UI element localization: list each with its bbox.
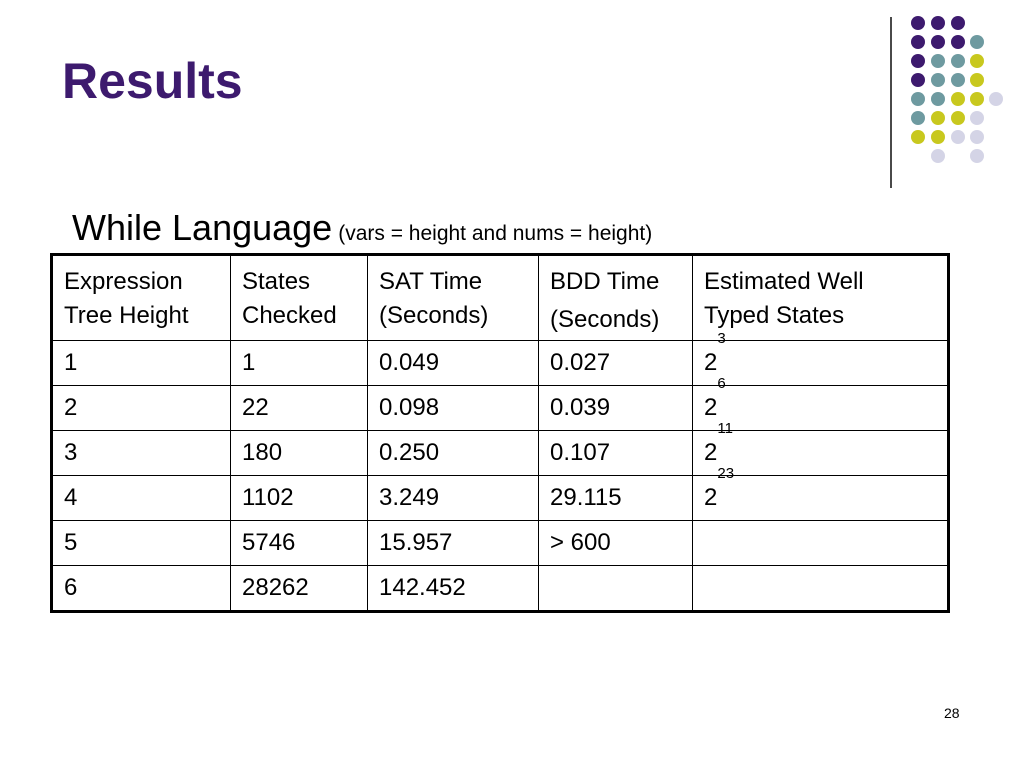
decorative-dot: [931, 35, 945, 49]
decorative-dot: [931, 54, 945, 68]
header-cell: [231, 255, 368, 341]
decorative-dot: [931, 130, 945, 144]
page-number: 28: [944, 705, 960, 721]
header-line: BDD Time: [550, 268, 660, 295]
decorative-dot: [911, 130, 925, 144]
cell-sat-time: 3.249: [368, 476, 539, 521]
header-line: Typed States: [704, 302, 845, 329]
decorative-dot: [951, 92, 965, 106]
estimate-base: 2: [704, 439, 718, 466]
table-row: [52, 521, 949, 566]
cell-bdd-time: 0.107: [539, 431, 693, 476]
decorative-dot: [911, 111, 925, 125]
header-line: (Seconds): [379, 302, 489, 329]
decorative-dot: [970, 111, 984, 125]
estimate-exponent: 3: [717, 330, 726, 347]
cell-states: 1: [231, 341, 368, 386]
estimate-exponent: 11: [717, 420, 733, 437]
decorative-dot: [970, 54, 984, 68]
decorative-dot: [931, 16, 945, 30]
header-cell: [368, 255, 539, 341]
header-line: Estimated Well: [704, 268, 864, 295]
decorative-dot: [951, 130, 965, 144]
cell-sat-time: 0.049: [368, 341, 539, 386]
decorative-dot: [911, 54, 925, 68]
cell-estimated: [693, 330, 949, 386]
decorative-dot: [951, 73, 965, 87]
cell-height: 4: [52, 476, 231, 521]
decorative-dot: [911, 16, 925, 30]
estimate-base: 2: [704, 349, 718, 376]
cell-sat-time: 0.250: [368, 431, 539, 476]
cell-height: 6: [52, 566, 231, 612]
cell-estimated: [693, 465, 949, 521]
decorative-dot: [989, 92, 1003, 106]
decorative-dot: [970, 92, 984, 106]
decorative-dot: [970, 130, 984, 144]
table-row: [52, 341, 949, 386]
cell-bdd-time: [539, 566, 693, 612]
decorative-dot: [931, 73, 945, 87]
cell-height: 3: [52, 431, 231, 476]
cell-height: 2: [52, 386, 231, 431]
estimate-base: 2: [704, 484, 718, 511]
decorative-dot: [931, 92, 945, 106]
table-row: [52, 566, 949, 612]
header-line: SAT Time: [379, 268, 483, 295]
decorative-dot: [911, 92, 925, 106]
decorative-dot: [911, 35, 925, 49]
cell-states: 5746: [231, 521, 368, 566]
decorative-dot: [970, 149, 984, 163]
cell-bdd-time: 0.039: [539, 386, 693, 431]
cell-estimated: [693, 521, 949, 566]
header-line: Checked: [242, 302, 337, 329]
cell-states: 22: [231, 386, 368, 431]
cell-states: 1102: [231, 476, 368, 521]
slide-title: Results: [62, 53, 243, 109]
header-cell: [693, 255, 949, 341]
decorative-dot: [931, 149, 945, 163]
cell-sat-time: 142.452: [368, 566, 539, 612]
decorative-dot: [970, 35, 984, 49]
decorative-dot-grid: [0, 0, 1024, 200]
subtitle-note: (vars = height and nums = height): [338, 222, 653, 245]
table-row: [52, 386, 949, 431]
table-row: [52, 476, 949, 521]
results-table: [50, 253, 950, 613]
estimate-base: 2: [704, 394, 718, 421]
header-line: Expression: [64, 268, 183, 295]
estimate-exponent: 23: [717, 465, 735, 482]
cell-height: 5: [52, 521, 231, 566]
table-row: [52, 431, 949, 476]
header-line: Tree Height: [64, 302, 189, 329]
decorative-dot: [951, 111, 965, 125]
estimate-exponent: 6: [717, 375, 726, 392]
header-line: (Seconds): [550, 306, 660, 333]
cell-estimated: [693, 566, 949, 612]
header-cell: [539, 255, 693, 341]
cell-bdd-time: 0.027: [539, 341, 693, 386]
header-cell: [52, 255, 231, 341]
cell-sat-time: 15.957: [368, 521, 539, 566]
cell-states: 28262: [231, 566, 368, 612]
cell-height: 1: [52, 341, 231, 386]
decorative-dot: [970, 73, 984, 87]
cell-states: 180: [231, 431, 368, 476]
table-header-row: [52, 255, 949, 341]
subtitle: [72, 207, 652, 249]
cell-bdd-time: 29.115: [539, 476, 693, 521]
decorative-dot: [911, 73, 925, 87]
cell-bdd-time: > 600: [539, 521, 693, 566]
header-line: States: [242, 268, 311, 295]
decorative-dot: [951, 16, 965, 30]
cell-sat-time: 0.098: [368, 386, 539, 431]
decorative-dot: [951, 35, 965, 49]
decorative-dot: [931, 111, 945, 125]
subtitle-main: While Language: [72, 207, 333, 248]
decorative-dot: [951, 54, 965, 68]
